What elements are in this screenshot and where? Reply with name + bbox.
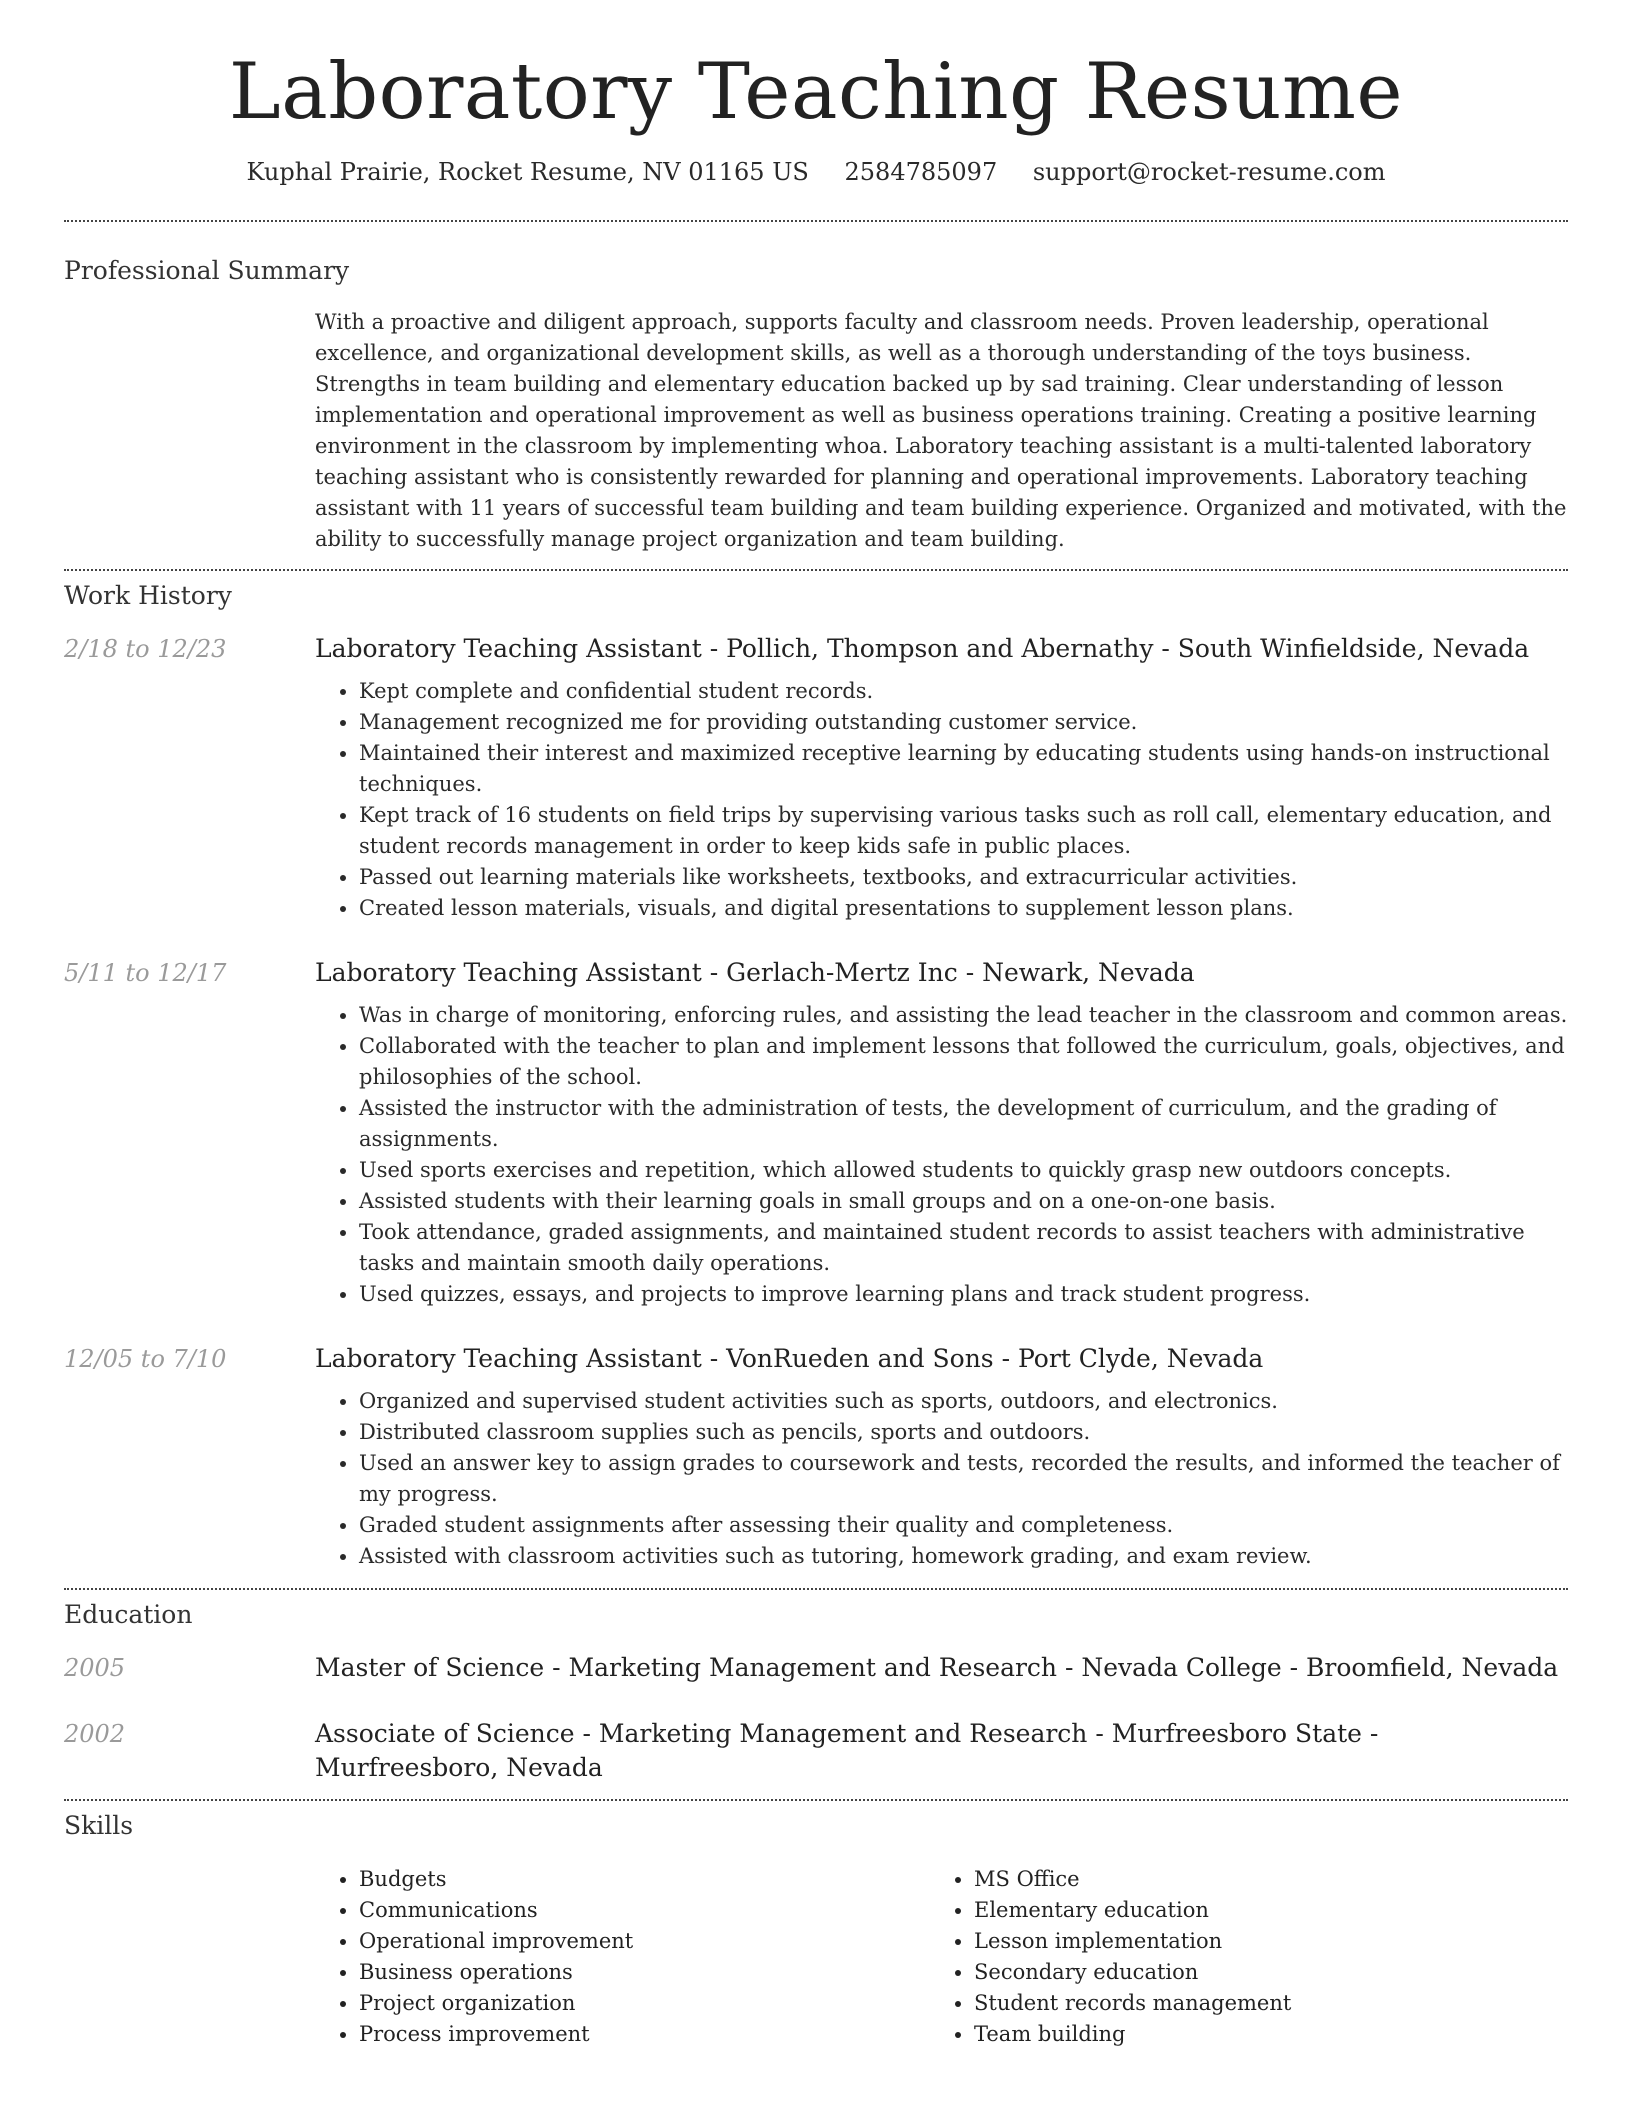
skills-list <box>315 1864 1568 2050</box>
job-bullets <box>315 1386 1568 1572</box>
education-entry <box>64 1717 1568 1799</box>
summary-heading: Professional Summary <box>64 255 350 285</box>
job-bullet: • Used quizzes, essays, and projects to improve learning plans and track student progress. <box>359 1279 1568 1310</box>
job-bullet: • Graded student assignments after assessing their quality and completeness. <box>359 1510 1568 1541</box>
education-entry <box>64 1651 1568 1685</box>
skills-heading: Skills <box>64 1810 134 1840</box>
skill-item: • Secondary education <box>974 1957 1545 1988</box>
skill-item: • Process improvement <box>359 2019 930 2050</box>
job-entry <box>64 956 1568 1310</box>
job-bullet: • Kept complete and confidential student records. <box>359 676 1568 707</box>
summary-text: With a proactive and diligent approach, supports faculty and classroom needs. Proven leadership, operational excellence, and organizational development skills, as well as a thorough understanding of the toys business. Strengths in team building and elementary education backed up by sad training. Clear understanding of lesson implementation and operational improvement as well as business operations training. Creating a positive learning environment in the classroom by implementing whoa. Laboratory teaching assistant is a multi-talented laboratory teaching assistant who is consistently rewarded for planning and operational improvements. Laboratory teaching assistant with 11 years of successful team building and team building experience. Organized and motivated, with the ability to successfully manage project organization and team building. <box>315 309 1567 551</box>
skills-column-left <box>315 1864 930 2050</box>
contact-email: support@rocket-resume.com <box>1032 157 1386 186</box>
job-title: Laboratory Teaching Assistant - Pollich, Thompson and Abernathy - South Winfieldside, Nevada <box>315 633 1530 663</box>
education-title: Associate of Science - Marketing Management and Research - Murfreesboro State - Murfreesboro, Nevada <box>315 1718 1379 1782</box>
job-title: Laboratory Teaching Assistant - VonRueden and Sons - Port Clyde, Nevada <box>315 1343 1264 1373</box>
job-bullet: • Management recognized me for providing outstanding customer service. <box>359 707 1568 738</box>
job-bullets <box>315 1000 1568 1310</box>
job-bullet: • Maintained their interest and maximized receptive learning by educating students using hands-on instructional techniques. <box>359 738 1568 800</box>
skill-item: • Budgets <box>359 1864 930 1895</box>
job-bullet: • Used an answer key to assign grades to coursework and tests, recorded the results, and informed the teacher of my progress. <box>359 1448 1568 1510</box>
job-bullet: • Organized and supervised student activities such as sports, outdoors, and electronics. <box>359 1386 1568 1417</box>
skills-section <box>64 1801 1568 2050</box>
job-bullet: • Took attendance, graded assignments, and maintained student records to assist teachers with administrative tasks and maintain smooth daily operations. <box>359 1217 1568 1279</box>
job-title: Laboratory Teaching Assistant - Gerlach-Mertz Inc - Newark, Nevada <box>315 957 1195 987</box>
job-bullet: • Assisted the instructor with the administration of tests, the development of curriculum, and the grading of assignments. <box>359 1093 1568 1155</box>
education-heading: Education <box>64 1599 193 1629</box>
job-entry <box>64 632 1568 924</box>
job-bullets <box>315 676 1568 924</box>
work-history-heading: Work History <box>64 580 232 610</box>
work-history-section <box>64 571 1568 1588</box>
job-date: 12/05 to 7/10 <box>64 1344 227 1373</box>
job-bullet: • Assisted students with their learning goals in small groups and on a one-on-one basis. <box>359 1186 1568 1217</box>
skill-item: • Lesson implementation <box>974 1926 1545 1957</box>
job-bullet: • Distributed classroom supplies such as pencils, sports and outdoors. <box>359 1417 1568 1448</box>
education-date: 2002 <box>64 1719 126 1748</box>
job-bullet: • Created lesson materials, visuals, and digital presentations to supplement lesson plans. <box>359 893 1568 924</box>
education-title: Master of Science - Marketing Management and Research - Nevada College - Broomfield, Nevada <box>315 1652 1559 1682</box>
job-bullet: • Assisted with classroom activities such as tutoring, homework grading, and exam review. <box>359 1541 1568 1572</box>
job-entry <box>64 1342 1568 1588</box>
resume-header <box>64 0 1568 186</box>
contact-line <box>64 158 1568 186</box>
contact-address: Kuphal Prairie, Rocket Resume, NV 01165 US <box>246 157 809 186</box>
education-section <box>64 1590 1568 1799</box>
skill-item: • Communications <box>359 1895 930 1926</box>
job-date: 5/11 to 12/17 <box>64 958 227 987</box>
skill-item: • Student records management <box>974 1988 1545 2019</box>
education-date: 2005 <box>64 1653 126 1682</box>
resume-title: Laboratory Teaching Resume <box>228 47 1404 137</box>
job-bullet: • Used sports exercises and repetition, which allowed students to quickly grasp new outdoors concepts. <box>359 1155 1568 1186</box>
skill-item: • Business operations <box>359 1957 930 1988</box>
skill-item: • Operational improvement <box>359 1926 930 1957</box>
summary-section <box>64 222 1568 569</box>
skill-item: • Project organization <box>359 1988 930 2019</box>
skill-item: • Team building <box>974 2019 1545 2050</box>
job-bullet: • Kept track of 16 students on field trips by supervising various tasks such as roll call, elementary education, and student records management in order to keep kids safe in public places. <box>359 800 1568 862</box>
skill-item: • MS Office <box>974 1864 1545 1895</box>
job-bullet: • Collaborated with the teacher to plan and implement lessons that followed the curriculum, goals, objectives, and philosophies of the school. <box>359 1031 1568 1093</box>
job-bullet: • Was in charge of monitoring, enforcing rules, and assisting the lead teacher in the classroom and common areas. <box>359 1000 1568 1031</box>
job-date: 2/18 to 12/23 <box>64 634 227 663</box>
skills-column-right <box>930 1864 1545 2050</box>
job-bullet: • Passed out learning materials like worksheets, textbooks, and extracurricular activities. <box>359 862 1568 893</box>
contact-phone: 2584785097 <box>844 157 998 186</box>
skill-item: • Elementary education <box>974 1895 1545 1926</box>
